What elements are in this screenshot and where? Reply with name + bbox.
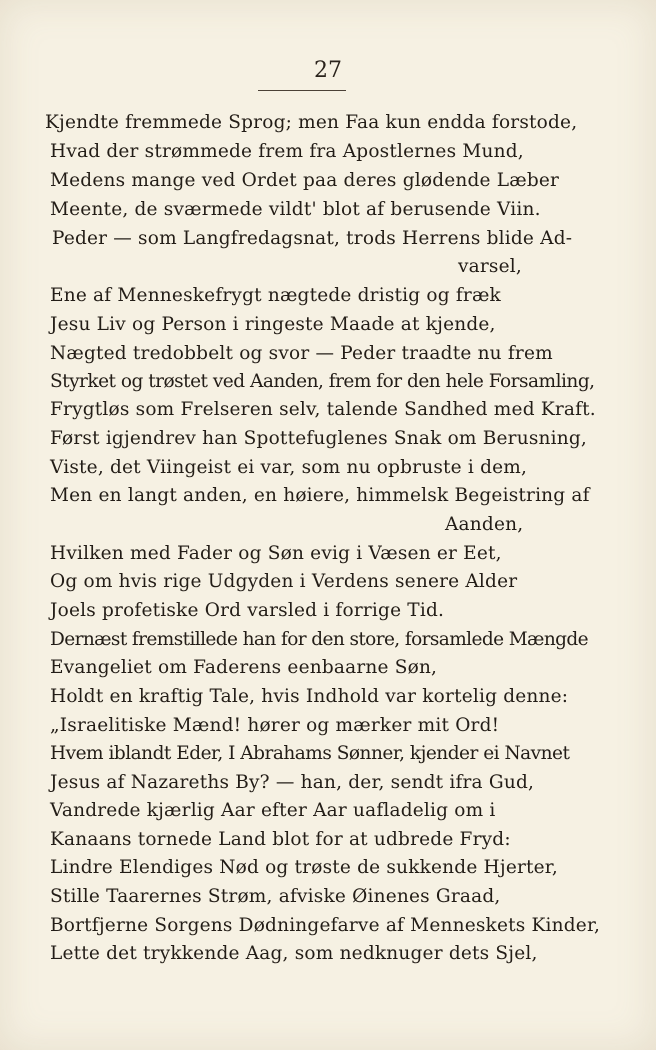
page-number: 27 (314, 58, 342, 83)
text-line: Lindre Elendiges Nød og trøste de sukkende Hjerter, (50, 857, 558, 878)
text-line: Hvad der strømmede frem fra Apostlernes Mund, (50, 141, 524, 162)
text-line: varsel, (458, 256, 522, 277)
text-line: Frygtløs som Frelseren selv, talende Sandhed med Kraft. (50, 399, 596, 420)
text-line: „Israelitiske Mænd! hører og mærker mit Ord! (50, 715, 500, 736)
text-line: Men en langt anden, en høiere, himmelsk Begeistring af (50, 485, 590, 506)
text-line: Og om hvis rige Udgyden i Verdens senere Alder (50, 571, 518, 592)
text-line: Kjendte fremmede Sprog; men Faa kun endda forstode, (45, 112, 578, 133)
text-line: Aanden, (445, 514, 524, 535)
text-line: Viste, det Viingeist ei var, som nu opbruste i dem, (50, 457, 528, 478)
text-line: Joels profetiske Ord varsled i forrige Tid. (50, 600, 445, 621)
text-line: Lette det trykkende Aag, som nedknuger dets Sjel, (50, 943, 538, 964)
text-line: Meente, de sværmede vildt' blot af berusende Viin. (50, 199, 541, 220)
text-line: Jesus af Nazareths By? — han, der, sendt ifra Gud, (50, 772, 535, 793)
text-line: Kanaans tornede Land blot for at udbrede Fryd: (50, 829, 511, 850)
text-line: Bortfjerne Sorgens Dødningefarve af Menneskets Kinder, (50, 915, 601, 936)
text-line: Vandrede kjærlig Aar efter Aar uafladelig om i (50, 800, 496, 821)
text-line: Medens mange ved Ordet paa deres glødende Læber (50, 170, 560, 191)
text-line: Jesu Liv og Person i ringeste Maade at kjende, (50, 314, 496, 335)
text-line: Holdt en kraftig Tale, hvis Indhold var kortelig denne: (50, 686, 569, 707)
text-line: Ene af Menneskefrygt nægtede dristig og fræk (50, 285, 501, 306)
text-line: Først igjendrev han Spottefuglenes Snak om Berusning, (50, 428, 587, 449)
text-line: Stille Taarernes Strøm, afviske Øinenes Graad, (50, 886, 501, 907)
text-line: Hvem iblandt Eder, I Abrahams Sønner, kjender ei Navnet (50, 743, 570, 764)
text-line: Hvilken med Fader og Søn evig i Væsen er Eet, (50, 543, 502, 564)
text-line: Dernæst fremstillede han for den store, forsamlede Mængde (50, 629, 588, 650)
text-line: Styrket og trøstet ved Aanden, frem for den hele Forsamling, (50, 371, 595, 392)
text-line: Evangeliet om Faderens eenbaarne Søn, (50, 657, 438, 678)
text-line: Peder — som Langfredagsnat, trods Herrens blide Ad- (52, 228, 573, 249)
text-line: Nægted tredobbelt og svor — Peder traadte nu frem (50, 343, 553, 364)
